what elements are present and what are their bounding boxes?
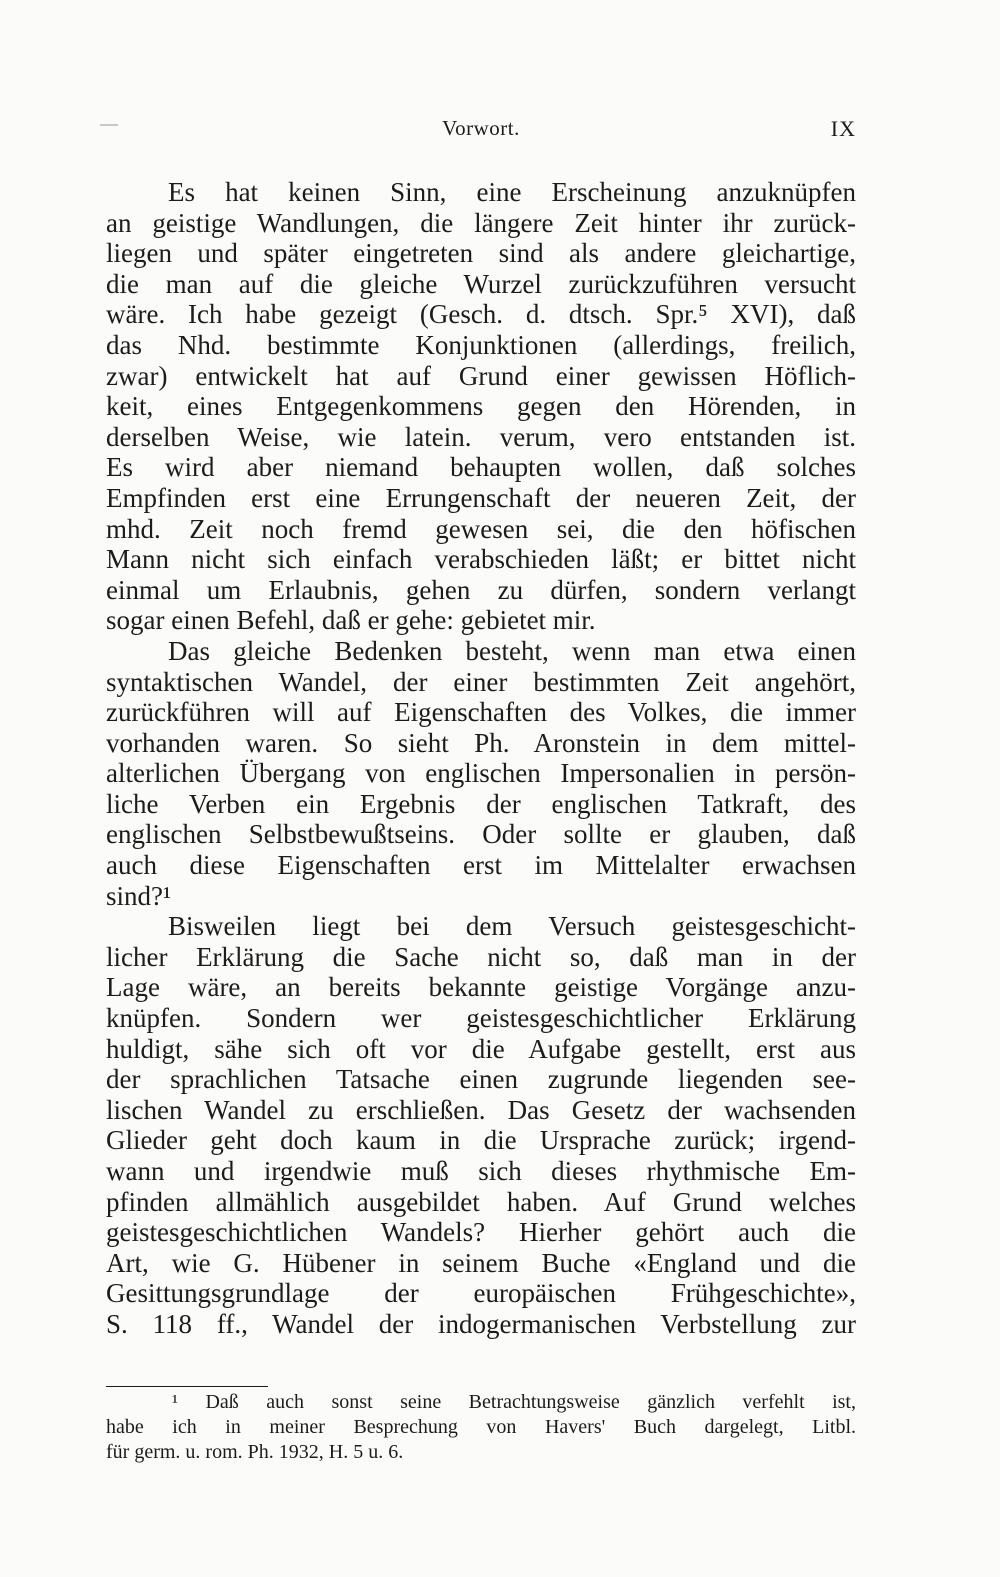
- page-number: IX: [830, 116, 856, 141]
- text-line: huldigt, sähe sich oft vor die Aufgabe gestellt, erst aus: [106, 1033, 856, 1064]
- text-line: liche Verben ein Ergebnis der englischen Tatkraft, des: [106, 788, 856, 819]
- running-title: Vorwort.: [442, 116, 520, 140]
- text-line: das Nhd. bestimmte Konjunktionen (allerdings, freilich,: [106, 329, 856, 360]
- text-line: Es hat keinen Sinn, eine Erscheinung anzuknüpfen: [168, 177, 856, 207]
- text-line: mhd. Zeit noch fremd gewesen sei, die den höfischen: [106, 513, 856, 544]
- text-line: Empfinden erst eine Errungenschaft der neueren Zeit, der: [106, 482, 856, 513]
- text-line: knüpfen. Sondern wer geistesgeschichtlicher Erklärung: [106, 1003, 856, 1034]
- footnote: [106, 1390, 856, 1465]
- footnote-line: für germ. u. rom. Ph. 1932, H. 5 u. 6.: [106, 1441, 404, 1463]
- text-line: an geistige Wandlungen, die längere Zeit hinter ihr zurück-: [106, 207, 856, 238]
- text-line: Es wird aber niemand behaupten wollen, daß solches: [106, 452, 856, 483]
- text-line: auch diese Eigenschaften erst im Mittelalter erwachsen: [106, 850, 856, 881]
- text-line: Glieder geht doch kaum in die Ursprache zurück; irgend-: [106, 1125, 856, 1156]
- text-line: S. 118 ff., Wandel der indogermanischen Verbstellung zur: [106, 1308, 856, 1339]
- text-line: geistesgeschichtlichen Wandels? Hierher gehört auch die: [106, 1217, 856, 1248]
- running-head: [106, 116, 856, 146]
- text-line: liegen und später eingetreten sind als andere gleichartige,: [106, 238, 856, 269]
- text-line: Lage wäre, an bereits bekannte geistige Vorgänge anzu-: [106, 972, 856, 1003]
- footnote-divider: [106, 1386, 268, 1387]
- text-line: Gesittungsgrundlage der europäischen Frühgeschichte»,: [106, 1278, 856, 1309]
- text-line: keit, eines Entgegenkommens gegen den Hörenden, in: [106, 391, 856, 422]
- footnote-line: habe ich in meiner Besprechung von Havers' Buch dargelegt, Litbl.: [106, 1416, 856, 1438]
- text-line: Art, wie G. Hübener in seinem Buche «England und die: [106, 1247, 856, 1278]
- text-line: die man auf die gleiche Wurzel zurückzuführen versucht: [106, 268, 856, 299]
- text-line: syntaktischen Wandel, der einer bestimmten Zeit angehört,: [106, 666, 856, 697]
- footnote-line: ¹ Daß auch sonst seine Betrachtungsweise gänzlich verfehlt ist,: [172, 1391, 856, 1413]
- text-line: licher Erklärung die Sache nicht so, daß man in der: [106, 941, 856, 972]
- text-line: sind?¹: [106, 880, 172, 911]
- text-line: zurückführen will auf Eigenschaften des Volkes, die immer: [106, 697, 856, 728]
- text-line: zwar) entwickelt hat auf Grund einer gewissen Höflich-: [106, 360, 856, 391]
- text-line: derselben Weise, wie latein. verum, vero entstanden ist.: [106, 421, 856, 452]
- text-line: lischen Wandel zu erschließen. Das Gesetz der wachsenden: [106, 1094, 856, 1125]
- text-line: vorhanden waren. So sieht Ph. Aronstein in dem mittel-: [106, 727, 856, 758]
- text-line: einmal um Erlaubnis, gehen zu dürfen, sondern verlangt: [106, 574, 856, 605]
- text-line: Mann nicht sich einfach verabschieden läßt; er bittet nicht: [106, 544, 856, 575]
- text-line: sogar einen Befehl, daß er gehe: gebietet mir.: [106, 605, 596, 636]
- body-text: [106, 177, 856, 1340]
- text-line: Bisweilen liegt bei dem Versuch geistesgeschicht-: [168, 911, 856, 942]
- text-line: wäre. Ich habe gezeigt (Gesch. d. dtsch. Spr.⁵ XVI), daß: [106, 299, 856, 330]
- text-line: der sprachlichen Tatsache einen zugrunde liegenden see-: [106, 1064, 856, 1095]
- text-line: Das gleiche Bedenken besteht, wenn man etwa einen: [168, 635, 856, 666]
- text-line: englischen Selbstbewußtseins. Oder sollte er glauben, daß: [106, 819, 856, 850]
- text-line: wann und irgendwie muß sich dieses rhythmische Em-: [106, 1156, 856, 1186]
- text-line: alterlichen Übergang von englischen Impersonalien in persön-: [106, 758, 856, 789]
- text-line: pfinden allmählich ausgebildet haben. Auf Grund welches: [106, 1186, 856, 1217]
